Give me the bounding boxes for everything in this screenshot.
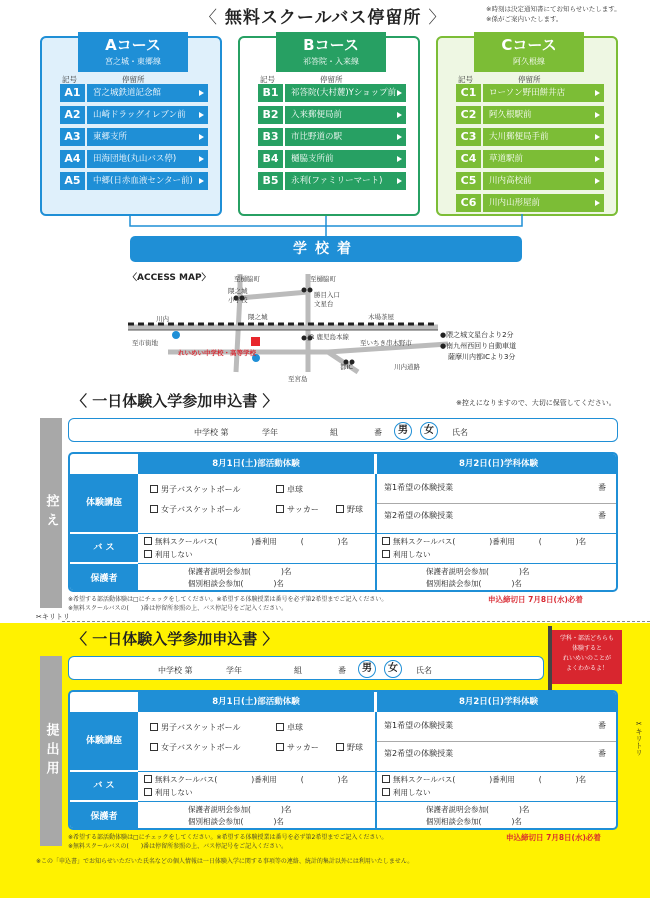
choice1: 第1希望の体験授業 bbox=[384, 721, 454, 730]
course-line: 祁答院・入来線 bbox=[303, 57, 359, 66]
checkbox[interactable] bbox=[276, 485, 284, 493]
club-option[interactable]: 女子バスケットボール bbox=[150, 742, 240, 753]
map-label: 都IC bbox=[340, 363, 353, 371]
map-school-label: れいめい中学校・高等学校 bbox=[178, 349, 256, 357]
consultation: 個別相談会参加( )名 bbox=[188, 579, 284, 588]
consultation: 個別相談会参加( )名 bbox=[426, 579, 522, 588]
kiritori-label: ✂キリトリ bbox=[36, 613, 70, 621]
name-row-school: 中学校 第 bbox=[194, 428, 229, 437]
name-row-num: 番 bbox=[338, 666, 346, 675]
club-option[interactable]: 女子バスケットボール bbox=[150, 504, 240, 515]
stop-label: 東郷支所 bbox=[87, 128, 208, 146]
stop-label: 川内高校前 bbox=[483, 172, 604, 190]
keep-note: ※控えになりますので、大切に保管してください。 bbox=[456, 399, 616, 407]
map-label: 川内道路 bbox=[394, 363, 420, 371]
stop-label: 川内山形屋前 bbox=[483, 194, 604, 212]
club-option[interactable]: 男子バスケットボール bbox=[150, 484, 240, 495]
stop-code: C5 bbox=[456, 172, 481, 190]
stop-label: 田海団地(丸山バス停) bbox=[87, 150, 208, 168]
direction-line: ●隈之城文星台より2分 bbox=[440, 331, 514, 339]
consultation: 個別相談会参加( )名 bbox=[426, 817, 522, 826]
course-line: 阿久根線 bbox=[513, 57, 545, 66]
bus-none-option[interactable]: 利用しない bbox=[382, 549, 431, 560]
direction-line: ●南九州西回り自動車道 bbox=[440, 342, 517, 350]
form-table-keep bbox=[68, 452, 618, 592]
name-row-school: 中学校 第 bbox=[158, 666, 193, 675]
stop-code: B5 bbox=[258, 172, 283, 190]
name-row-female[interactable]: 女 bbox=[384, 660, 402, 678]
school-marker bbox=[251, 337, 260, 346]
checkbox[interactable] bbox=[150, 723, 158, 731]
checkbox[interactable] bbox=[144, 775, 152, 783]
page-title: 〈 無料スクールバス停留所 〉 bbox=[200, 8, 447, 28]
ban: 番 bbox=[598, 511, 606, 520]
stop-code: A1 bbox=[60, 84, 85, 102]
choice1: 第1希望の体験授業 bbox=[384, 483, 454, 492]
checkbox[interactable] bbox=[276, 505, 284, 513]
club-option[interactable]: 卓球 bbox=[276, 484, 303, 495]
flag-message: 学科・部活どちらも 体験すると れいめいのことが よくわかるよ！ bbox=[552, 630, 622, 684]
map-label: 至樋脇町 bbox=[234, 275, 260, 283]
club-option[interactable]: 卓球 bbox=[276, 722, 303, 733]
checkbox[interactable] bbox=[144, 537, 152, 545]
name-row-name: 氏名 bbox=[416, 666, 432, 675]
stop-header: 停留所 bbox=[518, 75, 541, 84]
privacy-note: ※この「申込書」でお知らせいただいた氏名などの個人情報は一日体験入学に関する事項等の連絡、統計的集計以外には利用いたしません。 bbox=[36, 858, 414, 865]
access-map-title: 〈ACCESS MAP〉 bbox=[128, 273, 211, 283]
footnote: ※希望する部活動体験は□にチェックをしてください。※希望する体験授業は番号を必ず第2希望までご記入ください。 bbox=[68, 596, 388, 603]
name-row-male[interactable]: 男 bbox=[394, 422, 412, 440]
access-map bbox=[128, 262, 448, 382]
name-row-female[interactable]: 女 bbox=[420, 422, 438, 440]
stop-label: 宮之城鉄道記念館 bbox=[87, 84, 208, 102]
stop-code: B4 bbox=[258, 150, 283, 168]
name-row-class: 組 bbox=[330, 428, 338, 437]
checkbox[interactable] bbox=[150, 485, 158, 493]
map-label: 川内 bbox=[156, 315, 169, 323]
course-name: Bコース bbox=[303, 36, 359, 54]
ban: 番 bbox=[598, 721, 606, 730]
side-label-keep: 控え bbox=[40, 418, 62, 608]
day2-header: 8月2日(日)学科体験 bbox=[377, 454, 618, 474]
form-title-submit: 〈 一日体験入学参加申込書 〉 bbox=[72, 630, 278, 648]
bus-option[interactable]: 無料スクールバス( )番利用 ( )名 bbox=[382, 536, 586, 547]
stop-label: 永利(ファミリーマート) bbox=[285, 172, 406, 190]
map-label: 至市街地 bbox=[132, 339, 158, 347]
bus-option[interactable]: 無料スクールバス( )番利用 ( )名 bbox=[144, 536, 348, 547]
checkbox[interactable] bbox=[276, 743, 284, 751]
stop-code: B1 bbox=[258, 84, 283, 102]
bus-none-option[interactable]: 利用しない bbox=[382, 787, 431, 798]
stop-label: 樋脇支所前 bbox=[285, 150, 406, 168]
footnote: ※希望する部活動体験は□にチェックをしてください。※希望する体験授業は番号を必ず第2希望までご記入ください。 bbox=[68, 834, 388, 841]
map-label: 至樋脇町 bbox=[310, 275, 336, 283]
checkbox[interactable] bbox=[150, 743, 158, 751]
stop-code: A4 bbox=[60, 150, 85, 168]
code-header: 記号 bbox=[260, 75, 275, 84]
name-row-male[interactable]: 男 bbox=[358, 660, 376, 678]
club-option[interactable]: サッカー bbox=[276, 742, 319, 753]
checkbox[interactable] bbox=[382, 775, 390, 783]
choice2: 第2希望の体験授業 bbox=[384, 749, 454, 758]
stop-label: ローソン野田餅井店 bbox=[483, 84, 604, 102]
access-directions bbox=[440, 330, 516, 363]
kiritori-label: ✂キリトリ bbox=[635, 720, 643, 756]
club-option[interactable]: 野球 bbox=[336, 504, 363, 515]
stop-code: A2 bbox=[60, 106, 85, 124]
club-option[interactable]: サッカー bbox=[276, 504, 319, 515]
checkbox[interactable] bbox=[382, 788, 390, 796]
deadline: 申込締切日 7月8日(水)必着 bbox=[506, 833, 601, 842]
stop-label: 山崎ドラッグイレブン前 bbox=[87, 106, 208, 124]
map-label: 勝目入口 文星台 bbox=[314, 291, 340, 308]
bus-option[interactable]: 無料スクールバス( )番利用 ( )名 bbox=[382, 774, 586, 785]
club-option[interactable]: 男子バスケットボール bbox=[150, 722, 240, 733]
stop-label: 草道駅前 bbox=[483, 150, 604, 168]
map-label: 木場茶屋 bbox=[368, 313, 394, 321]
row-label-guardian: 保護者 bbox=[70, 802, 138, 830]
code-header: 記号 bbox=[458, 75, 473, 84]
stop-label: 大川郵便局手前 bbox=[483, 128, 604, 146]
stop-header: 停留所 bbox=[122, 75, 145, 84]
checkbox[interactable] bbox=[150, 505, 158, 513]
map-label: 隈之城 bbox=[248, 313, 268, 321]
consultation: 個別相談会参加( )名 bbox=[188, 817, 284, 826]
form-title-keep: 〈 一日体験入学参加申込書 〉 bbox=[72, 392, 278, 410]
name-row-year: 学年 bbox=[262, 428, 278, 437]
course-line: 宮之城・東郷線 bbox=[105, 57, 161, 66]
footnote: ※無料スクールバスの( )番は停留所参照の上、バス停記号をご記入ください。 bbox=[68, 843, 288, 850]
day1-header: 8月1日(土)部活動体験 bbox=[138, 692, 374, 712]
stop-code: C1 bbox=[456, 84, 481, 102]
top-note: ※係がご案内いたします。 bbox=[486, 15, 563, 23]
stop-label: 中郷(日赤血液センター前) bbox=[87, 172, 208, 190]
stop-label: 入来郵便局前 bbox=[285, 106, 406, 124]
day1-header: 8月1日(土)部活動体験 bbox=[138, 454, 374, 474]
stop-label: 市比野道の駅 bbox=[285, 128, 406, 146]
bus-none-option[interactable]: 利用しない bbox=[144, 787, 193, 798]
ban: 番 bbox=[598, 749, 606, 758]
stop-header: 停留所 bbox=[320, 75, 343, 84]
school-arrival-bar: 学校着 bbox=[130, 236, 522, 262]
checkbox[interactable] bbox=[336, 505, 344, 513]
top-note: ※時刻は決定通知書にてお知らせいたします。 bbox=[486, 5, 621, 13]
name-row-class: 組 bbox=[294, 666, 302, 675]
map-label: 至いちき串木野市 bbox=[360, 339, 412, 347]
deadline: 申込締切日 7月8日(水)必着 bbox=[488, 595, 583, 604]
course-name: Aコース bbox=[105, 36, 161, 54]
stop-code: C6 bbox=[456, 194, 481, 212]
form-table-submit bbox=[68, 690, 618, 830]
side-label-submit: 提出用 bbox=[40, 656, 62, 846]
guardian-meeting: 保護者説明会参加( )名 bbox=[426, 805, 530, 814]
map-label: 隈之城 小学校 bbox=[228, 287, 248, 304]
footnote: ※無料スクールバスの( )番は停留所参照の上、バス停記号をご記入ください。 bbox=[68, 605, 288, 612]
checkbox[interactable] bbox=[276, 723, 284, 731]
bus-option[interactable]: 無料スクールバス( )番利用 ( )名 bbox=[144, 774, 348, 785]
checkbox[interactable] bbox=[382, 550, 390, 558]
row-label-bus: バ ス bbox=[70, 772, 138, 800]
course-name: Cコース bbox=[501, 36, 557, 54]
map-label: 至宮島 bbox=[288, 375, 308, 383]
stop-code: B2 bbox=[258, 106, 283, 124]
bus-none-option[interactable]: 利用しない bbox=[144, 549, 193, 560]
club-option[interactable]: 野球 bbox=[336, 742, 363, 753]
checkbox[interactable] bbox=[144, 788, 152, 796]
day2-header: 8月2日(日)学科体験 bbox=[377, 692, 618, 712]
cut-line bbox=[62, 621, 650, 622]
ban: 番 bbox=[598, 483, 606, 492]
stop-label: 阿久根駅前 bbox=[483, 106, 604, 124]
name-row-keep bbox=[68, 418, 618, 442]
stop-code: A5 bbox=[60, 172, 85, 190]
guardian-meeting: 保護者説明会参加( )名 bbox=[188, 805, 292, 814]
choice2: 第2希望の体験授業 bbox=[384, 511, 454, 520]
row-label-bus: バ ス bbox=[70, 534, 138, 562]
stop-code: C2 bbox=[456, 106, 481, 124]
map-label: JR 鹿児島本線 bbox=[308, 333, 349, 341]
code-header: 記号 bbox=[62, 75, 77, 84]
stop-label: 祁答院(大村麓)Yショップ前 bbox=[285, 84, 406, 102]
row-label-course: 体験講座 bbox=[70, 712, 138, 770]
route-connector bbox=[0, 0, 650, 240]
name-row-year: 学年 bbox=[226, 666, 242, 675]
stop-code: A3 bbox=[60, 128, 85, 146]
guardian-meeting: 保護者説明会参加( )名 bbox=[426, 567, 530, 576]
name-row-submit bbox=[68, 656, 544, 680]
stop-code: B3 bbox=[258, 128, 283, 146]
checkbox[interactable] bbox=[336, 743, 344, 751]
checkbox[interactable] bbox=[144, 550, 152, 558]
row-label-course: 体験講座 bbox=[70, 474, 138, 532]
stop-code: C4 bbox=[456, 150, 481, 168]
guardian-meeting: 保護者説明会参加( )名 bbox=[188, 567, 292, 576]
name-row-num: 番 bbox=[374, 428, 382, 437]
direction-line: 薩摩川内都ICより3分 bbox=[448, 353, 516, 361]
row-label-guardian: 保護者 bbox=[70, 564, 138, 592]
stop-code: C3 bbox=[456, 128, 481, 146]
checkbox[interactable] bbox=[382, 537, 390, 545]
name-row-name: 氏名 bbox=[452, 428, 468, 437]
